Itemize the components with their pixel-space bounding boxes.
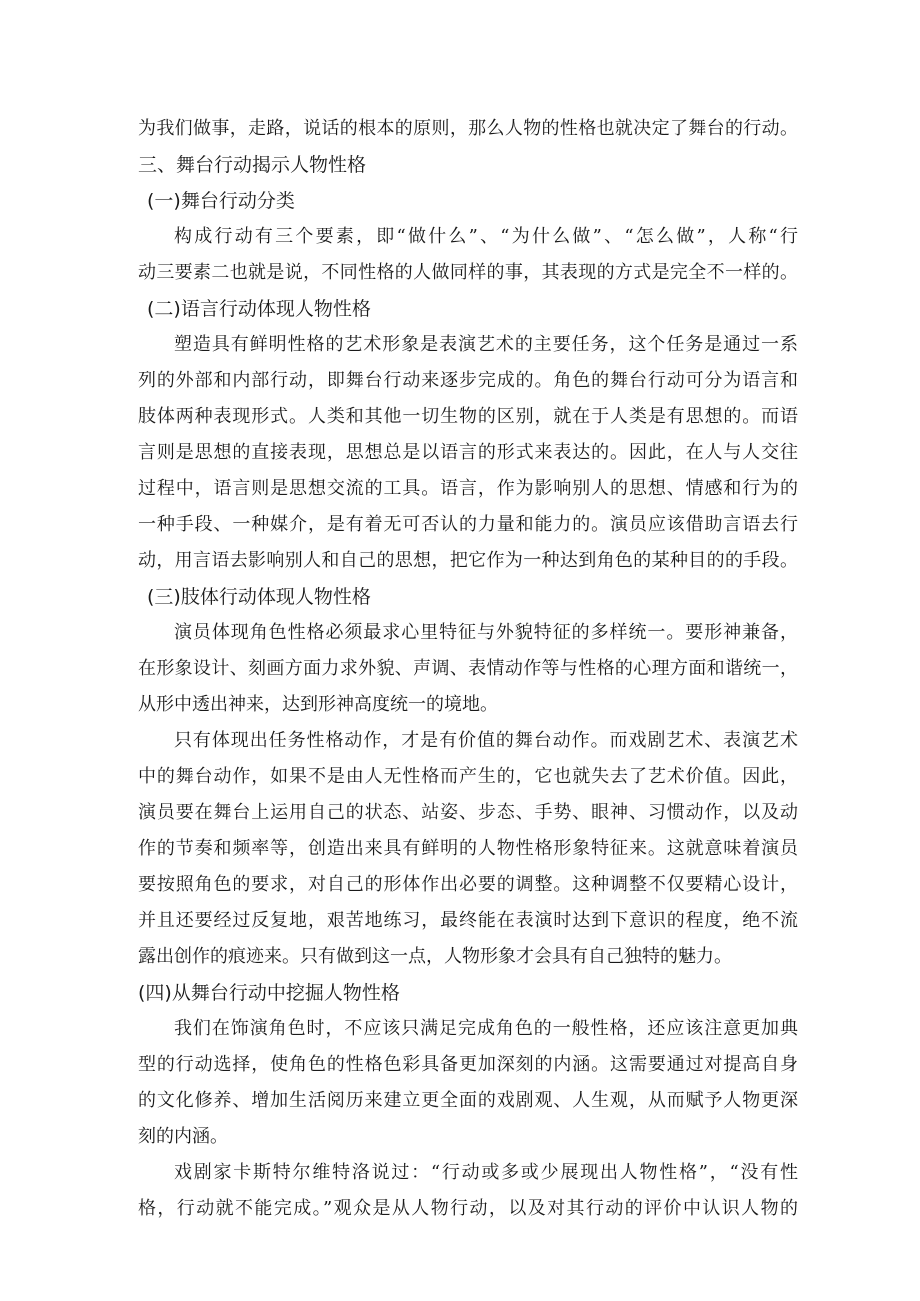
paragraph-line: 列的外部和内部行动，即舞台行动来逐步完成的。角色的舞台行动可分为语言和 [138,370,798,391]
paragraph-line: 过程中，语言则是思想交流的工具。语言，作为影响别人的思想、情感和行为的 [138,478,798,499]
paragraph-line: 一种手段、一种媒介，是有着无可否认的力量和能力的。演员应该借助言语去行 [138,514,798,535]
paragraph-line: 我们在饰演角色时，不应该只满足完成角色的一般性格，还应该注意更加典 [174,1018,798,1039]
section-heading: 三、舞台行动揭示人物性格 [138,154,367,176]
paragraph-line: 中的舞台动作，如果不是由人无性格而产生的，它也就失去了艺术价值。因此， [138,766,798,787]
paragraph-line: 的文化修养、增加生活阅历来建立更全面的戏剧观、人生观，从而赋予人物更深 [138,1090,798,1111]
paragraph-line: 言则是思想的直接表现，思想总是以语言的形式来表达的。因此，在人与人交往 [138,442,798,463]
paragraph-line: 只有体现出任务性格动作，才是有价值的舞台动作。而戏剧艺术、表演艺术 [174,730,798,751]
paragraph-line: 刻的内涵。 [138,1126,228,1147]
paragraph-line: 在形象设计、刻画方面力求外貌、声调、表情动作等与性格的心理方面和谐统一， [138,658,798,679]
paragraph-line: 演员体现角色性格必须最求心里特征与外貌特征的多样统一。要形神兼备， [174,622,798,643]
subsection-heading: (四)从舞台行动中挖掘人物性格 [138,982,400,1004]
paragraph-line: 从形中透出神来，达到形神高度统一的境地。 [138,694,498,715]
paragraph-line: 演员要在舞台上运用自己的状态、站姿、步态、手势、眼神、习惯动作，以及动 [138,802,798,823]
subsection-heading: (一)舞台行动分类 [147,190,295,212]
paragraph-line: 为我们做事，走路，说话的根本的原则，那么人物的性格也就决定了舞台的行动。 [138,118,798,139]
subsection-heading: (二)语言行动体现人物性格 [147,298,371,320]
paragraph-line: 肢体两种表现形式。人类和其他一切生物的区别，就在于人类是有思想的。而语 [138,406,798,427]
paragraph-line: 型的行动选择，使角色的性格色彩具备更加深刻的内涵。这需要通过对提高自身 [138,1054,798,1075]
paragraph-line: 并且还要经过反复地，艰苦地练习，最终能在表演时达到下意识的程度，绝不流 [138,910,798,931]
paragraph-line: 露出创作的痕迹来。只有做到这一点，人物形象才会具有自己独特的魅力。 [138,946,732,967]
paragraph-line: 塑造具有鲜明性格的艺术形象是表演艺术的主要任务，这个任务是通过一系 [174,334,798,355]
paragraph-line: 动，用言语去影响别人和自己的思想，把它作为一种达到角色的某种目的的手段。 [138,550,798,571]
paragraph-line: 格，行动就不能完成。”观众是从人物行动，以及对其行动的评价中认识人物的 [138,1198,798,1219]
paragraph-line: 作的节奏和频率等，创造出来具有鲜明的人物性格形象特征来。这就意味着演员 [138,838,798,859]
subsection-heading: (三)肢体行动体现人物性格 [147,586,371,608]
paragraph-line: 要按照角色的要求，对自己的形体作出必要的调整。这种调整不仅要精心设计， [138,874,798,895]
paragraph-line: 构成行动有三个要素，即“做什么”、“为什么做”、“怎么做”，人称“行 [174,226,798,247]
paragraph-line: 戏剧家卡斯特尔维特洛说过：“行动或多或少展现出人物性格”，“没有性 [174,1162,798,1183]
paragraph-line: 动三要素二也就是说，不同性格的人做同样的事，其表现的方式是完全不一样的。 [138,262,798,283]
